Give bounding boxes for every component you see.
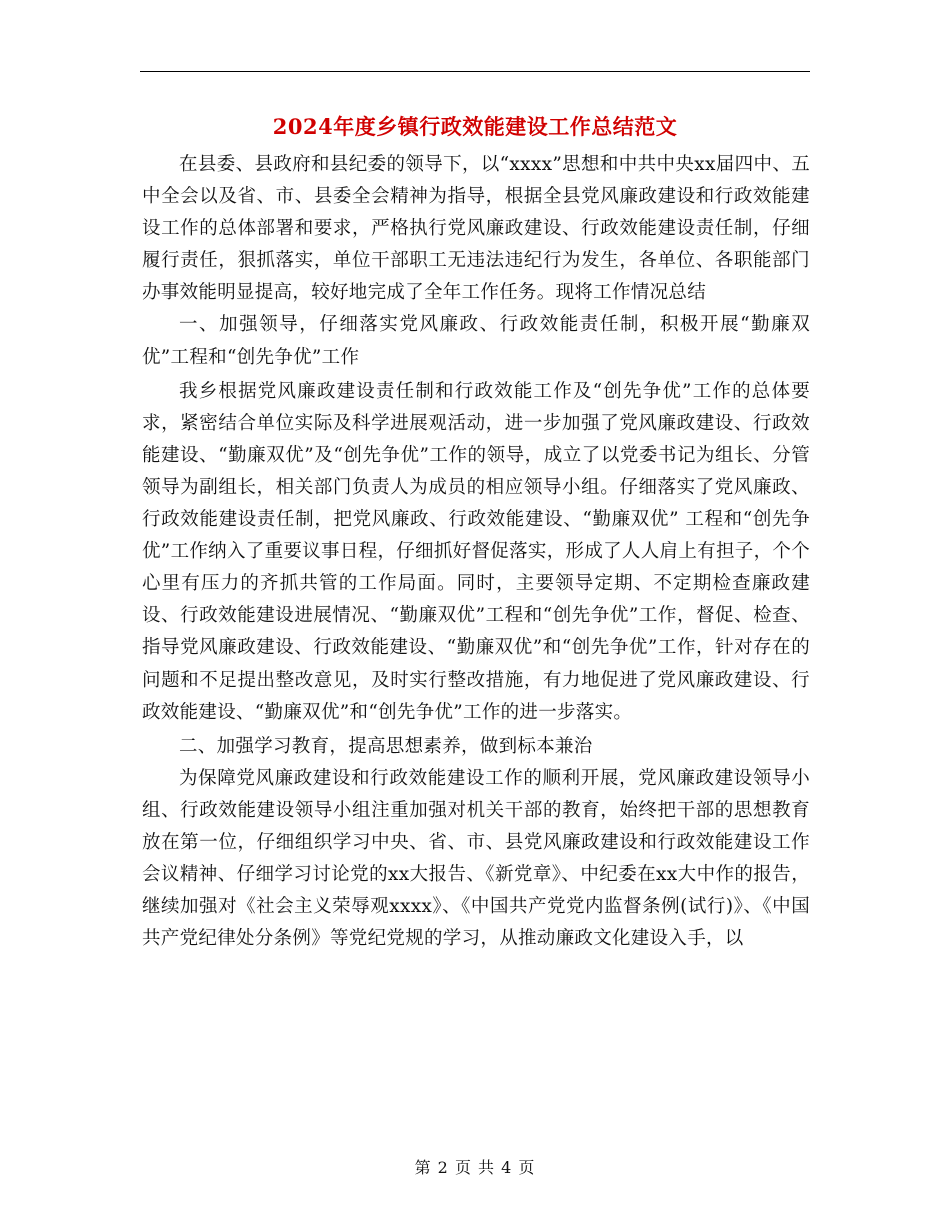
- paragraph-section-2: 为保障党风廉政建设和行政效能建设工作的顺利开展，党风廉政建设领导小组、行政效能建设领导小组注重加强对机关干部的教育，始终把干部的思想教育放在第一位，仔细组织学习中央、省、市、县党风廉政建设和行政效能建设工作会议精神、仔细学习讨论党的xx大报告、《新党章》、中纪委在xx大中作的报告，继续加强对《社会主义荣辱观xxxx》、《中国共产党党内监督条例(试行)》、《中国共产党纪律处分条例》等党纪党规的学习，从推动廉政文化建设入手，以: [142, 767, 810, 950]
- section-heading-1: 一、加强领导，仔细落实党风廉政、行政效能责任制，积极开展“勤廉双优”工程和“创先争优”工作: [142, 314, 810, 368]
- document-title: 2024年度乡镇行政效能建设工作总结范文: [272, 114, 678, 139]
- section-heading-2: 二、加强学习教育，提高思想素养，做到标本兼治: [179, 735, 593, 757]
- header-rule: [140, 71, 810, 72]
- paragraph-intro: 在县委、县政府和县纪委的领导下，以“xxxx”思想和中共中央xx届四中、五中全会以及省、市、县委全会精神为指导，根据全县党风廉政建设和行政效能建设工作的总体部署和要求，严格执行党风廉政建设、行政效能建设责任制，仔细履行责任，狠抓落实，单位干部职工无违法违纪行为发生，各单位、各职能部门办事效能明显提高，较好地完成了全年工作任务。现将工作情况总结: [142, 154, 810, 304]
- paragraph-section-1: 我乡根据党风廉政建设责任制和行政效能工作及“创先争优”工作的总体要求，紧密结合单位实际及科学进展观活动，进一步加强了党风廉政建设、行政效能建设、“勤廉双优”及“创先争优”工作的领导，成立了以党委书记为组长、分管领导为副组长，相关部门负责人为成员的相应领导小组。仔细落实了党风廉政、行政效能建设责任制，把党风廉政、行政效能建设、“勤廉双优” 工程和“创先争优”工作纳入了重要议事日程，仔细抓好督促落实，形成了人人肩上有担子，个个心里有压力的齐抓共管的工作局面。同时，主要领导定期、不定期检查廉政建设、行政效能建设进展情况、“勤廉双优”工程和“创先争优”工作，督促、检查、指导党风廉政建设、行政效能建设、“勤廉双优”和“创先争优”工作，针对存在的问题和不足提出整改意见，及时实行整改措施，有力地促进了党风廉政建设、行政效能建设、“勤廉双优”和“创先争优”工作的进一步落实。: [142, 380, 810, 723]
- document-body: [142, 149, 810, 955]
- page-number-footer: 第 2 页 共 4 页: [414, 1158, 536, 1177]
